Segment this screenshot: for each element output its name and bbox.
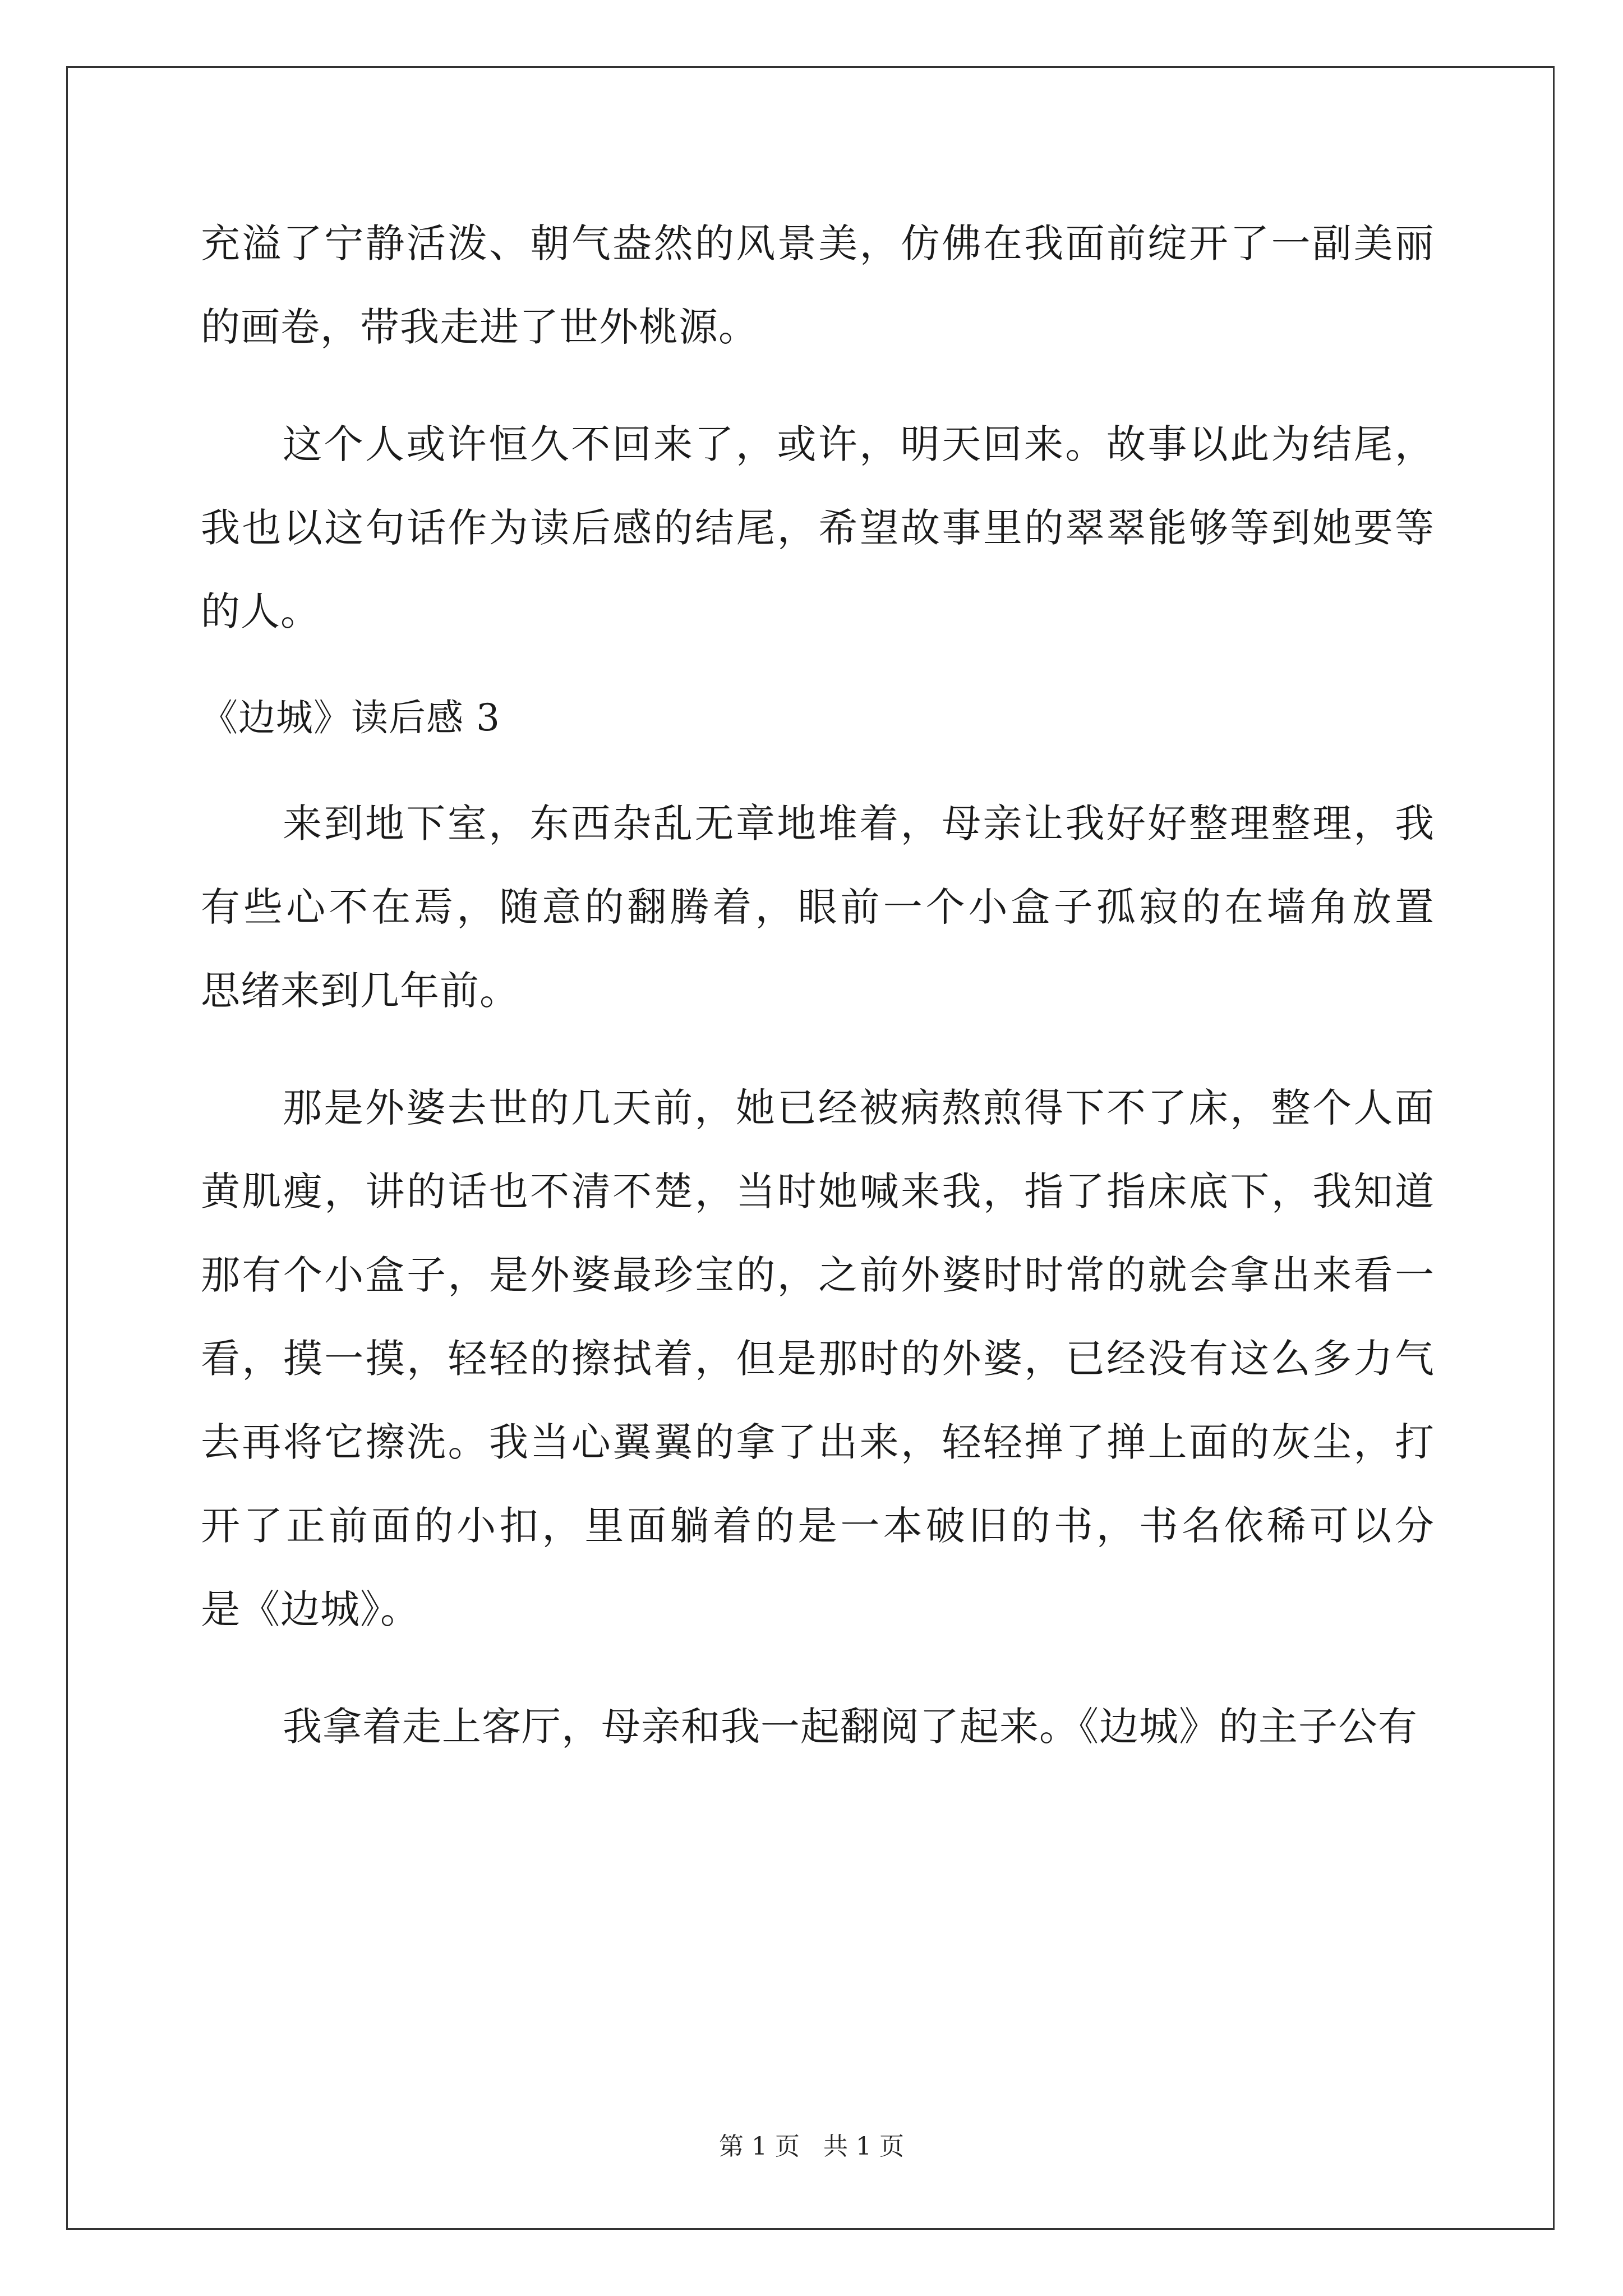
text-line: 充溢了宁静活泼、朝气盎然的风景美，仿佛在我面前绽开了一副美丽 [201,220,1435,266]
text-line: 有些心不在焉，随意的翻腾着，眼前一个小盒子孤寂的在墙角放置 [201,884,1435,930]
text-line: 的人。 [201,588,320,634]
section-paragraph-1 [201,782,1435,1033]
text-line: 开了正前面的小扣，里面躺着的是一本破旧的书，书名依稀可以分 [201,1503,1435,1549]
text-line: 来到地下室，东西杂乱无章地堆着，母亲让我好好整理整理，我 [283,800,1435,846]
page-number: 第 1 页 [719,2132,800,2161]
text-line: 我也以这句话作为读后感的结尾，希望故事里的翠翠能够等到她要等 [201,505,1435,551]
document-body [201,202,1435,1769]
section-paragraph-2 [201,1066,1435,1651]
text-line: 是《边城》。 [201,1586,420,1632]
text-line: 思绪来到几年前。 [201,968,519,1014]
page-total: 共 1 页 [823,2132,904,2161]
text-line: 看，摸一摸，轻轻的擦拭着，但是那时的外婆，已经没有这么多力气 [201,1336,1435,1382]
paragraph-1 [201,202,1435,369]
text-line: 黄肌瘦，讲的话也不清不楚，当时她喊来我，指了指床底下，我知道 [201,1168,1435,1214]
section-paragraph-3 [201,1685,1435,1769]
text-line: 去再将它擦洗。我当心翼翼的拿了出来，轻轻掸了掸上面的灰尘，打 [201,1419,1435,1465]
text-line: 那是外婆去世的几天前，她已经被病熬煎得下不了床，整个人面 [283,1085,1435,1131]
section-heading: 《边城》读后感 3 [201,696,500,739]
text-line: 这个人或许恒久不回来了，或许，明天回来。故事以此为结尾， [283,421,1435,467]
page-footer [0,2126,1623,2162]
text-line: 的画卷，带我走进了世外桃源。 [201,304,758,350]
paragraph-2 [201,403,1435,654]
text-line: 我拿着走上客厅，母亲和我一起翻阅了起来。《边城》的主子公有 [283,1704,1418,1750]
text-line: 那有个小盒子，是外婆最珍宝的，之前外婆时时常的就会拿出来看一 [201,1252,1435,1298]
